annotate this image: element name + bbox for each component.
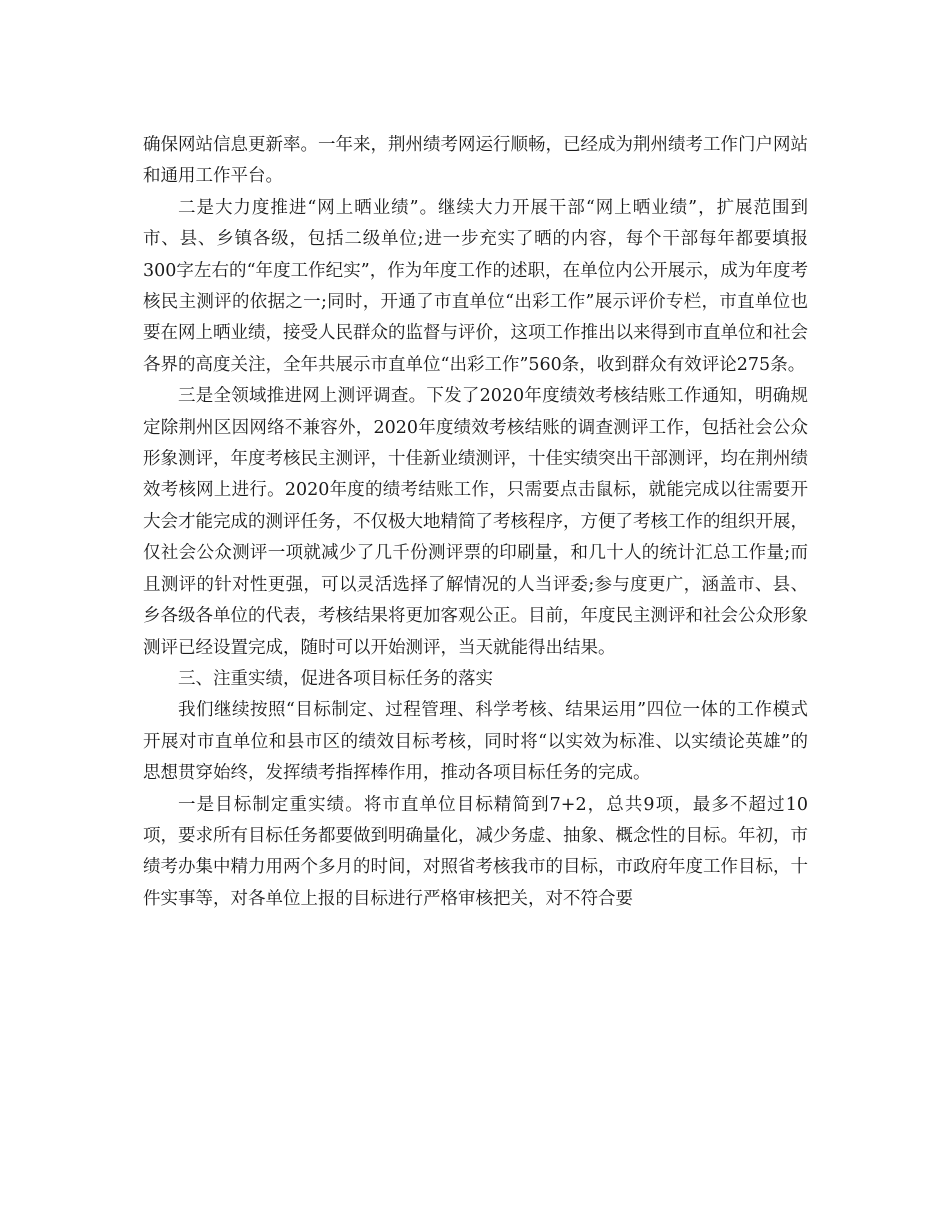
paragraph: 二是大力度推进“网上晒业绩”。继续大力开展干部“网上晒业绩”，扩展范围到市、县、乡镇各级，包括二级单位;进一步充实了晒的内容，每个干部每年都要填报300字左右的“年度工作纪实”，作为年度工作的述职，在单位内公开展示，成为年度考核民主测评的依据之一;同时，开通了市直单位“出彩工作”展示评价专栏，市直单位也要在网上晒业绩，接受人民群众的监督与评价，这项工作推出以来得到市直单位和社会各界的高度关注，全年共展示市直单位“出彩工作”560条，收到群众有效评论275条。 (143, 197, 808, 375)
paragraph: 确保网站信息更新率。一年来，荆州绩考网运行顺畅，已经成为荆州绩考工作门户网站和通用工作平台。 (143, 135, 808, 187)
document-body (143, 130, 808, 915)
section-heading: 三、注重实绩，促进各项目标任务的落实 (178, 668, 493, 689)
paragraph: 三是全领域推进网上测评调查。下发了2020年度绩效考核结账工作通知，明确规定除荆州区因网络不兼容外，2020年度绩效考核结账的调查测评工作，包括社会公众形象测评，年度考核民主测评，十佳新业绩测评，十佳实绩突出干部测评，均在荆州绩效考核网上进行。2020年度的绩考结账工作，只需要点击鼠标，就能完成以往需要开大会才能完成的测评任务，不仅极大地精简了考核程序，方便了考核工作的组织开展，仅社会公众测评一项就减少了几千份测评票的印刷量，和几十人的统计汇总工作量;而且测评的针对性更强，可以灵活选择了解情况的人当评委;参与度更广，涵盖市、县、乡各级各单位的代表，考核结果将更加客观公正。目前，年度民主测评和社会公众形象测评已经设置完成，随时可以开始测评，当天就能得出结果。 (143, 386, 808, 658)
paragraph: 一是目标制定重实绩。将市直单位目标精简到7+2，总共9项，最多不超过10项，要求所有目标任务都要做到明确量化，减少务虚、抽象、概念性的目标。年初，市绩考办集中精力用两个多月的时间，对照省考核我市的目标，市政府年度工作目标，十件实事等，对各单位上报的目标进行严格审核把关，对不符合要 (143, 794, 808, 909)
paragraph: 我们继续按照“目标制定、过程管理、科学考核、结果运用”四位一体的工作模式开展对市直单位和县市区的绩效目标考核，同时将“以实效为标准、以实绩论英雄”的思想贯穿始终，发挥绩考指挥棒作用，推动各项目标任务的完成。 (143, 700, 808, 784)
